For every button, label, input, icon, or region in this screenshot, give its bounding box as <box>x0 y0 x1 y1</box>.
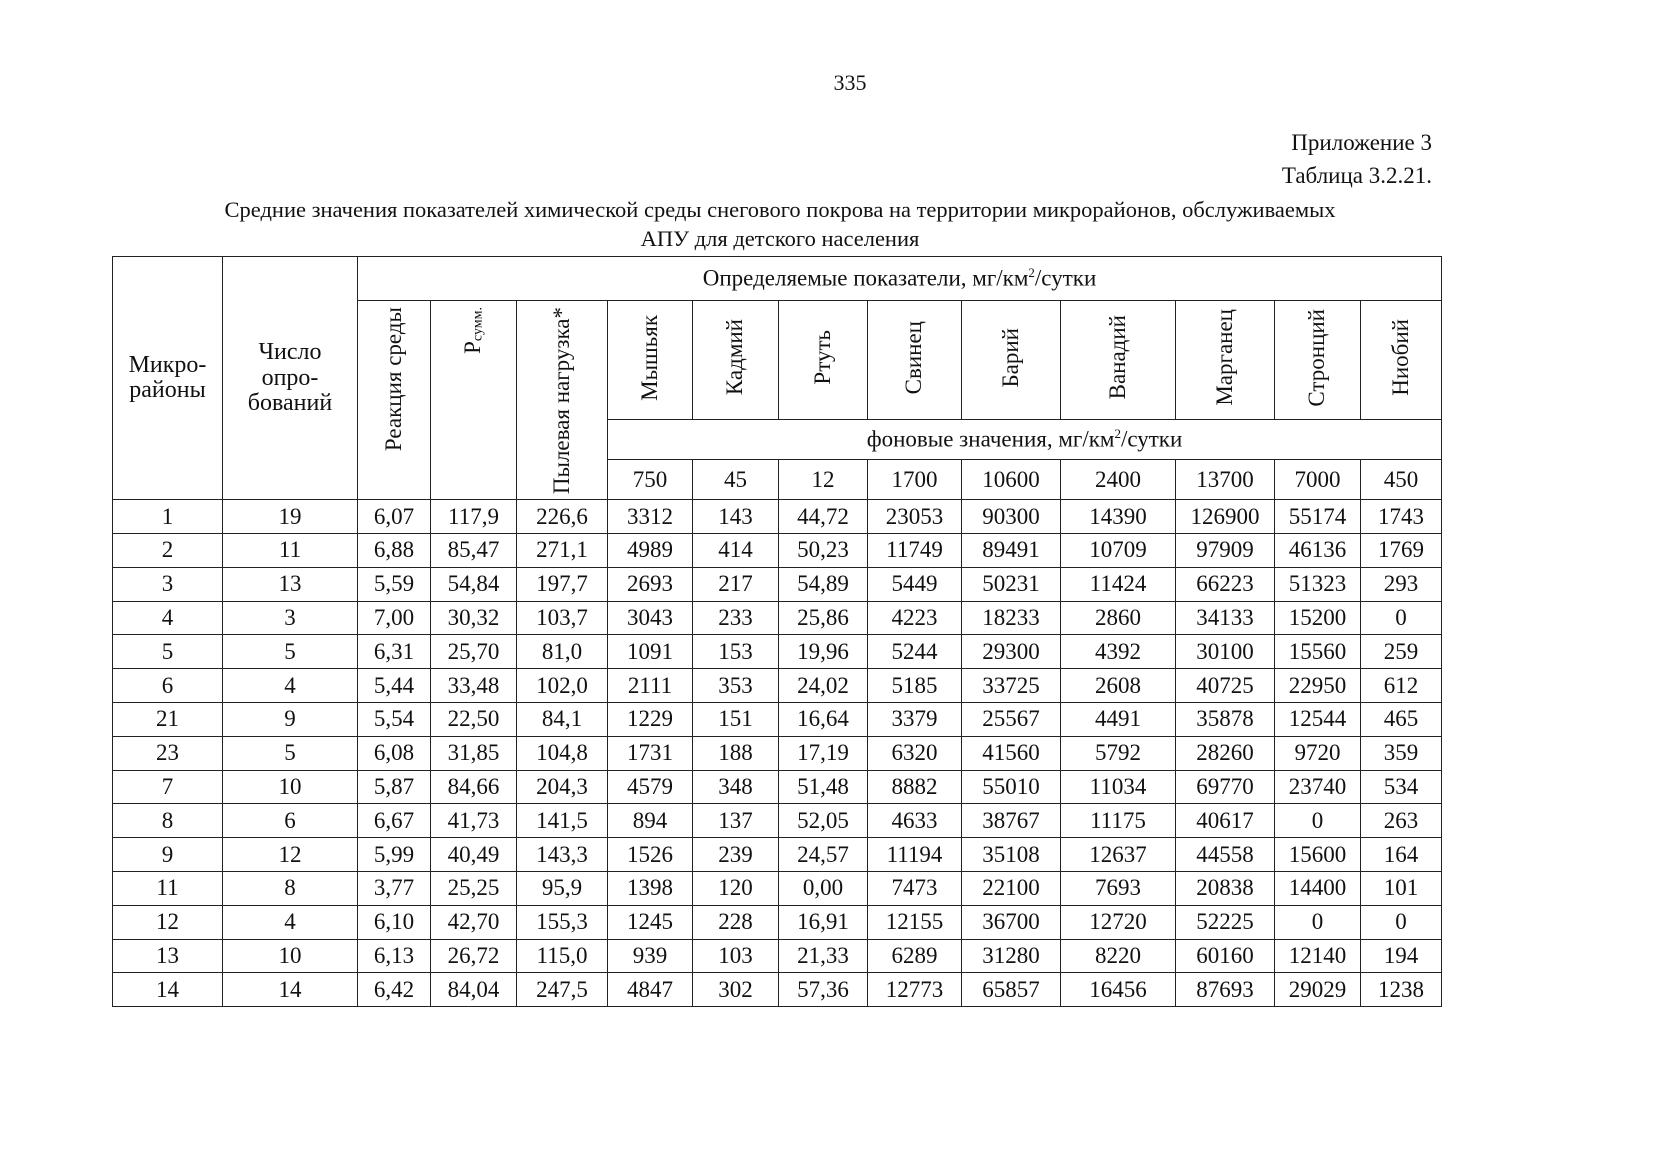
table-cell: 26,72 <box>431 939 517 973</box>
table-cell: 12155 <box>868 905 962 939</box>
table-cell: 15560 <box>1275 635 1361 669</box>
table-cell: 5,54 <box>358 703 431 737</box>
table-cell: 24,57 <box>779 838 868 872</box>
table-cell: 7,00 <box>358 601 431 635</box>
table-cell: 3,77 <box>358 872 431 906</box>
table-cell: 12720 <box>1061 905 1176 939</box>
caption-line-2: АПУ для детского населения <box>640 226 920 251</box>
table-cell: 21 <box>113 703 223 737</box>
table-cell: 22,50 <box>431 703 517 737</box>
table-cell: 6320 <box>868 736 962 770</box>
page-number: 335 <box>833 70 867 95</box>
table-cell: 21,33 <box>779 939 868 973</box>
table-cell: 4223 <box>868 601 962 635</box>
table-cell: 302 <box>693 973 779 1007</box>
table-cell: 6,10 <box>358 905 431 939</box>
table-cell: 19,96 <box>779 635 868 669</box>
table-row <box>113 736 1442 770</box>
header-background: фоновые значения, $мг/км^2$/сутки <box>608 420 1442 460</box>
header-element: Мышьяк <box>608 301 693 420</box>
table-cell: 8220 <box>1061 939 1176 973</box>
table-cell: 13 <box>113 939 223 973</box>
table-cell: 8 <box>223 872 358 906</box>
table-cell: 89491 <box>962 534 1061 568</box>
table-cell: 81,0 <box>517 635 608 669</box>
table-cell: 293 <box>1361 567 1442 601</box>
table-cell: 1769 <box>1361 534 1442 568</box>
table-cell: 55174 <box>1275 500 1361 534</box>
table-row <box>113 703 1442 737</box>
table-cell: 4 <box>223 905 358 939</box>
table-cell: 120 <box>693 872 779 906</box>
table-cell: 84,1 <box>517 703 608 737</box>
table-cell: 5 <box>113 635 223 669</box>
table-caption <box>125 195 1435 253</box>
table-cell: 6,13 <box>358 939 431 973</box>
table-cell: 30100 <box>1176 635 1275 669</box>
table-cell: 51,48 <box>779 770 868 804</box>
table-cell: 3043 <box>608 601 693 635</box>
table-cell: 939 <box>608 939 693 973</box>
table-cell: 1 <box>113 500 223 534</box>
table-cell: 36700 <box>962 905 1061 939</box>
table-cell: 2111 <box>608 669 693 703</box>
table-cell: 5,44 <box>358 669 431 703</box>
table-cell: 0 <box>1275 905 1361 939</box>
table-cell: 44,72 <box>779 500 868 534</box>
table-cell: 16,91 <box>779 905 868 939</box>
table-cell: 103,7 <box>517 601 608 635</box>
table-cell: 12637 <box>1061 838 1176 872</box>
table-cell: 23740 <box>1275 770 1361 804</box>
table-cell: 22100 <box>962 872 1061 906</box>
table-cell: 239 <box>693 838 779 872</box>
background-value: 12 <box>779 460 868 500</box>
table-cell: 612 <box>1361 669 1442 703</box>
table-cell: 0,00 <box>779 872 868 906</box>
table-cell: 14 <box>113 973 223 1007</box>
table-cell: 3 <box>223 601 358 635</box>
caption-line-1: Средние значения показателей химической среды снегового покрова на территории микрорайонов, обслуживаемых <box>224 197 1336 222</box>
table-cell: 102,0 <box>517 669 608 703</box>
table-cell: 31,85 <box>431 736 517 770</box>
table-row <box>113 770 1442 804</box>
table-cell: 894 <box>608 804 693 838</box>
table-cell: 4847 <box>608 973 693 1007</box>
header-element: Ниобий <box>1361 301 1442 420</box>
table-cell: 153 <box>693 635 779 669</box>
table-cell: 263 <box>1361 804 1442 838</box>
table-cell: 143 <box>693 500 779 534</box>
table-cell: 29300 <box>962 635 1061 669</box>
table-cell: 2693 <box>608 567 693 601</box>
table-cell: 16456 <box>1061 973 1176 1007</box>
table-cell: 54,84 <box>431 567 517 601</box>
background-value: 45 <box>693 460 779 500</box>
table-cell: 5 <box>223 635 358 669</box>
table-cell: 33725 <box>962 669 1061 703</box>
background-value: 450 <box>1361 460 1442 500</box>
table-row <box>113 905 1442 939</box>
table-cell: 34133 <box>1176 601 1275 635</box>
table-cell: 11034 <box>1061 770 1176 804</box>
appendix-label: Приложение 3 <box>1291 130 1432 155</box>
table-cell: 353 <box>693 669 779 703</box>
table-cell: 103 <box>693 939 779 973</box>
table-cell: 25567 <box>962 703 1061 737</box>
table-cell: 52225 <box>1176 905 1275 939</box>
table-cell: 4989 <box>608 534 693 568</box>
table-cell: 6 <box>223 804 358 838</box>
background-value: 750 <box>608 460 693 500</box>
table-cell: 188 <box>693 736 779 770</box>
table-cell: 55010 <box>962 770 1061 804</box>
table-cell: 12544 <box>1275 703 1361 737</box>
table-cell: 40725 <box>1176 669 1275 703</box>
table-cell: 4 <box>223 669 358 703</box>
table-row <box>113 635 1442 669</box>
table-cell: 4633 <box>868 804 962 838</box>
header-sample-count: Число опро- бований <box>223 257 358 500</box>
table-cell: 54,89 <box>779 567 868 601</box>
table-cell: 23053 <box>868 500 962 534</box>
table-cell: 359 <box>1361 736 1442 770</box>
table-cell: 4491 <box>1061 703 1176 737</box>
table-cell: 6,67 <box>358 804 431 838</box>
table-cell: 6,31 <box>358 635 431 669</box>
table-cell: 11 <box>113 872 223 906</box>
table-cell: 8882 <box>868 770 962 804</box>
table-cell: 22950 <box>1275 669 1361 703</box>
table-cell: 5185 <box>868 669 962 703</box>
header-element: Ванадий <box>1061 301 1176 420</box>
table-cell: 14400 <box>1275 872 1361 906</box>
table-cell: 9720 <box>1275 736 1361 770</box>
table-cell: 233 <box>693 601 779 635</box>
table-cell: 8 <box>113 804 223 838</box>
table-cell: 126900 <box>1176 500 1275 534</box>
table-cell: 534 <box>1361 770 1442 804</box>
header-element: Барий <box>962 301 1061 420</box>
table-cell: 164 <box>1361 838 1442 872</box>
table-label: Таблица 3.2.21. <box>1281 163 1432 188</box>
table-cell: 10709 <box>1061 534 1176 568</box>
table-row <box>113 973 1442 1007</box>
table-cell: 197,7 <box>517 567 608 601</box>
header-microdistricts: Микро- районы <box>113 257 223 500</box>
table-cell: 10 <box>223 770 358 804</box>
table-cell: 4 <box>113 601 223 635</box>
table-cell: 5,59 <box>358 567 431 601</box>
table-cell: 14 <box>223 973 358 1007</box>
table-header <box>113 257 1442 500</box>
background-value: 10600 <box>962 460 1061 500</box>
table-cell: 25,86 <box>779 601 868 635</box>
background-value: 7000 <box>1275 460 1361 500</box>
table-cell: 24,02 <box>779 669 868 703</box>
table-cell: 11194 <box>868 838 962 872</box>
table-cell: 117,9 <box>431 500 517 534</box>
data-table <box>112 256 1442 1007</box>
table-cell: 2 <box>113 534 223 568</box>
table-cell: 12 <box>223 838 358 872</box>
table-cell: 6 <box>113 669 223 703</box>
table-cell: 19 <box>223 500 358 534</box>
table-cell: 204,3 <box>517 770 608 804</box>
table-cell: 1731 <box>608 736 693 770</box>
table-row <box>113 939 1442 973</box>
table-cell: 69770 <box>1176 770 1275 804</box>
table-cell: 97909 <box>1176 534 1275 568</box>
table-cell: 84,66 <box>431 770 517 804</box>
table-cell: 115,0 <box>517 939 608 973</box>
table-cell: 15200 <box>1275 601 1361 635</box>
background-value: 13700 <box>1176 460 1275 500</box>
table-cell: 12140 <box>1275 939 1361 973</box>
table-cell: 25,25 <box>431 872 517 906</box>
table-row <box>113 669 1442 703</box>
table-cell: 60160 <box>1176 939 1275 973</box>
table-cell: 1743 <box>1361 500 1442 534</box>
table-cell: 1398 <box>608 872 693 906</box>
header-element: Стронций <box>1275 301 1361 420</box>
table-cell: 217 <box>693 567 779 601</box>
table-cell: 194 <box>1361 939 1442 973</box>
table-cell: 13 <box>223 567 358 601</box>
table-cell: 12 <box>113 905 223 939</box>
table-cell: 87693 <box>1176 973 1275 1007</box>
table-cell: 65857 <box>962 973 1061 1007</box>
table-cell: 9 <box>223 703 358 737</box>
table-cell: 23 <box>113 736 223 770</box>
table-cell: 259 <box>1361 635 1442 669</box>
table-cell: 28260 <box>1176 736 1275 770</box>
table-cell: 1526 <box>608 838 693 872</box>
header-element: Кадмий <box>693 301 779 420</box>
table-cell: 101 <box>1361 872 1442 906</box>
table-row <box>113 872 1442 906</box>
table-cell: 3 <box>113 567 223 601</box>
table-row <box>113 804 1442 838</box>
table-cell: 66223 <box>1176 567 1275 601</box>
table-cell: 155,3 <box>517 905 608 939</box>
background-value: 2400 <box>1061 460 1176 500</box>
table-cell: 5,87 <box>358 770 431 804</box>
table-cell: 5 <box>223 736 358 770</box>
table-cell: 137 <box>693 804 779 838</box>
table-row <box>113 601 1442 635</box>
table-cell: 90300 <box>962 500 1061 534</box>
table-cell: 1229 <box>608 703 693 737</box>
table-cell: 30,32 <box>431 601 517 635</box>
header-element: Ртуть <box>779 301 868 420</box>
table-cell: 1091 <box>608 635 693 669</box>
table-cell: 15600 <box>1275 838 1361 872</box>
table-cell: 50,23 <box>779 534 868 568</box>
table-cell: 51323 <box>1275 567 1361 601</box>
table-cell: 465 <box>1361 703 1442 737</box>
header-reaction: Реакция среды <box>358 301 431 500</box>
table-cell: 0 <box>1361 601 1442 635</box>
table-cell: 4579 <box>608 770 693 804</box>
table-cell: 226,6 <box>517 500 608 534</box>
table-body <box>113 500 1442 1007</box>
table-cell: 6,88 <box>358 534 431 568</box>
table-cell: 0 <box>1275 804 1361 838</box>
table-cell: 5449 <box>868 567 962 601</box>
table-cell: 31280 <box>962 939 1061 973</box>
table-cell: 6,42 <box>358 973 431 1007</box>
table-cell: 38767 <box>962 804 1061 838</box>
table-cell: 271,1 <box>517 534 608 568</box>
table-cell: 14390 <box>1061 500 1176 534</box>
table-cell: 52,05 <box>779 804 868 838</box>
table-cell: 141,5 <box>517 804 608 838</box>
table-cell: 5,99 <box>358 838 431 872</box>
table-cell: 7 <box>113 770 223 804</box>
table-cell: 25,70 <box>431 635 517 669</box>
header-element: Марганец <box>1176 301 1275 420</box>
table-cell: 10 <box>223 939 358 973</box>
table-cell: 42,70 <box>431 905 517 939</box>
table-cell: 228 <box>693 905 779 939</box>
table-cell: 348 <box>693 770 779 804</box>
table-cell: 40617 <box>1176 804 1275 838</box>
table-cell: 40,49 <box>431 838 517 872</box>
table-cell: 29029 <box>1275 973 1361 1007</box>
table-cell: 11 <box>223 534 358 568</box>
table-row <box>113 534 1442 568</box>
header-dust-load: Пылевая нагрузка* <box>517 301 608 500</box>
table-cell: 18233 <box>962 601 1061 635</box>
table-cell: 0 <box>1361 905 1442 939</box>
table-cell: 11175 <box>1061 804 1176 838</box>
table-cell: 46136 <box>1275 534 1361 568</box>
table-cell: 5244 <box>868 635 962 669</box>
table-cell: 7693 <box>1061 872 1176 906</box>
table-cell: 4392 <box>1061 635 1176 669</box>
table-cell: 6289 <box>868 939 962 973</box>
table-cell: 11424 <box>1061 567 1176 601</box>
table-cell: 41,73 <box>431 804 517 838</box>
table-cell: 16,64 <box>779 703 868 737</box>
table-cell: 9 <box>113 838 223 872</box>
table-cell: 143,3 <box>517 838 608 872</box>
table-cell: 95,9 <box>517 872 608 906</box>
table-cell: 2860 <box>1061 601 1176 635</box>
table-cell: 50231 <box>962 567 1061 601</box>
table-cell: 11749 <box>868 534 962 568</box>
table-cell: 17,19 <box>779 736 868 770</box>
table-cell: 41560 <box>962 736 1061 770</box>
table-cell: 85,47 <box>431 534 517 568</box>
table-cell: 44558 <box>1176 838 1275 872</box>
table-cell: 3312 <box>608 500 693 534</box>
table-cell: 7473 <box>868 872 962 906</box>
table-cell: 1238 <box>1361 973 1442 1007</box>
table-cell: 35878 <box>1176 703 1275 737</box>
table-row <box>113 500 1442 534</box>
header-element: Свинец <box>868 301 962 420</box>
table-cell: 57,36 <box>779 973 868 1007</box>
table-cell: 151 <box>693 703 779 737</box>
header-p-sum: $P_{сумм.}$ <box>431 301 517 500</box>
table-cell: 3379 <box>868 703 962 737</box>
table-cell: 414 <box>693 534 779 568</box>
table-cell: 20838 <box>1176 872 1275 906</box>
table-cell: 33,48 <box>431 669 517 703</box>
table-cell: 35108 <box>962 838 1061 872</box>
table-row <box>113 567 1442 601</box>
table-cell: 84,04 <box>431 973 517 1007</box>
table-cell: 1245 <box>608 905 693 939</box>
table-cell: 6,07 <box>358 500 431 534</box>
table-cell: 6,08 <box>358 736 431 770</box>
table-cell: 12773 <box>868 973 962 1007</box>
table-cell: 104,8 <box>517 736 608 770</box>
table-cell: 247,5 <box>517 973 608 1007</box>
table-row <box>113 838 1442 872</box>
background-value: 1700 <box>868 460 962 500</box>
table-cell: 2608 <box>1061 669 1176 703</box>
header-indicators: Определяемые показатели, $мг/км^2$/сутки <box>358 257 1442 301</box>
table-cell: 5792 <box>1061 736 1176 770</box>
